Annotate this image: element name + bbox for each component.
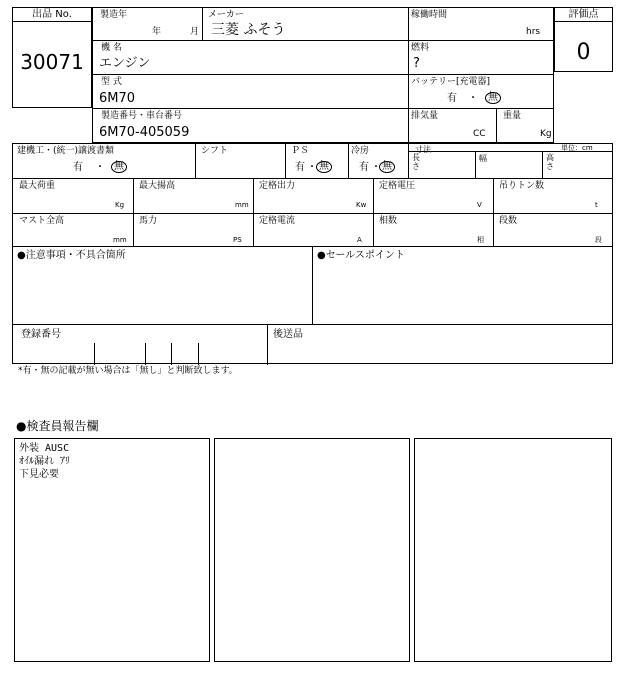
rating-box (554, 7, 613, 72)
registration-box (12, 324, 613, 364)
rated-voltage-label: 定格電圧 (379, 181, 416, 191)
cooling-label: 冷房 (351, 146, 370, 156)
mast-height-unit: mm (113, 236, 127, 244)
serial-label: 製造番号・車台番号 (101, 111, 183, 121)
stages-unit: 段 (595, 236, 602, 244)
year-unit: 年 (152, 27, 162, 37)
horsepower-label: 馬力 (139, 216, 158, 226)
lot-number-box (12, 7, 92, 108)
shift-label: シフト (201, 146, 229, 156)
battery-no-circled: 無 (485, 92, 501, 104)
machine-name-label: 機 名 (101, 43, 122, 53)
operating-hours-label: 稼働時間 (411, 10, 448, 20)
cautions-label: ●注意事項・不具合箇所 (17, 250, 126, 261)
weight-label: 重量 (503, 111, 522, 121)
transfer-dot: ・ (95, 162, 105, 173)
lot-number-value: 30071 (20, 50, 84, 74)
max-lift-unit: mm (235, 201, 249, 209)
inspector-panel-2 (214, 438, 410, 662)
inspector-line: 下見必要 (19, 469, 59, 480)
maker-label: メーカー (208, 10, 244, 20)
machine-info-grid (92, 7, 554, 143)
ps-label: ＰＳ (291, 146, 310, 156)
sales-points-label: ●セールスポイント (317, 250, 405, 261)
max-lift-label: 最大揚高 (139, 181, 176, 191)
horsepower-unit: PS (233, 236, 242, 244)
hoist-tons-unit: t (595, 201, 598, 209)
stages-label: 段数 (499, 216, 518, 226)
ps-dot: ・ (307, 162, 317, 173)
rated-output-unit: Kw (356, 201, 367, 209)
max-load-unit: Kg (115, 201, 125, 209)
height-label: 高 さ (546, 153, 554, 171)
phase-unit: 相 (477, 236, 484, 244)
battery-yes: 有 (447, 93, 457, 104)
mast-height-label: マスト全高 (19, 216, 65, 226)
maker-value: 三菱 ふそう (211, 22, 286, 38)
registration-label: 登録番号 (21, 329, 61, 340)
inspector-line: 外装 AUSC (19, 443, 70, 454)
fuel-value: ? (413, 56, 420, 71)
max-load-label: 最大荷重 (19, 181, 56, 191)
ps-yes: 有 (295, 162, 305, 173)
fuel-label: 燃料 (411, 43, 430, 53)
rated-current-unit: A (357, 236, 362, 244)
cooling-dot: ・ (371, 162, 381, 173)
battery-label: バッテリー[充電器] (411, 77, 491, 87)
month-unit: 月 (190, 27, 200, 37)
ps-no-circled: 無 (316, 161, 332, 173)
transfer-yes: 有 (73, 162, 83, 173)
after-shipment-label: 後送品 (273, 329, 303, 340)
transfer-docs-label: 建機工・(統一)譲渡書類 (17, 146, 115, 156)
spec-table (12, 143, 613, 247)
width-label: 幅 (479, 154, 487, 163)
cooling-yes: 有 (359, 162, 369, 173)
footnote: *有・無の記載が無い場合は「無し」と判断致します。 (18, 366, 238, 376)
lot-number-label: 出品 No. (32, 9, 72, 20)
model-type-label: 型 式 (101, 77, 122, 87)
transfer-no-circled: 無 (111, 161, 127, 173)
rating-label: 評価点 (568, 9, 599, 20)
inspector-panel-3 (414, 438, 612, 662)
rated-voltage-unit: V (477, 201, 482, 209)
displacement-label: 排気量 (411, 111, 439, 121)
hours-unit: hrs (526, 27, 541, 37)
battery-dot: ・ (468, 93, 478, 104)
phase-label: 相数 (379, 216, 398, 226)
inspector-panel-1 (14, 438, 210, 662)
machine-name-value: エンジン (99, 56, 151, 71)
hoist-tons-label: 吊りトン数 (499, 181, 545, 191)
rated-current-label: 定格電流 (259, 216, 296, 226)
inspector-heading: ●検査員報告欄 (16, 419, 99, 433)
model-type-value: 6M70 (99, 91, 136, 106)
inspector-line: ｵｲﾙ漏れ ｱﾘ (19, 456, 71, 467)
notes-box (12, 246, 613, 325)
weight-unit: Kg (540, 129, 552, 139)
dimensions-label: 寸法 (415, 145, 431, 154)
displacement-unit: CC (473, 129, 486, 139)
rated-output-label: 定格出力 (259, 181, 296, 191)
unit-note: 単位：cm (561, 144, 593, 152)
serial-value: 6M70-405059 (99, 125, 190, 140)
manufacture-year-label: 製造年 (100, 10, 128, 20)
length-label: 長 さ (412, 153, 420, 171)
cooling-no-circled: 無 (379, 161, 395, 173)
rating-value: 0 (576, 40, 591, 65)
